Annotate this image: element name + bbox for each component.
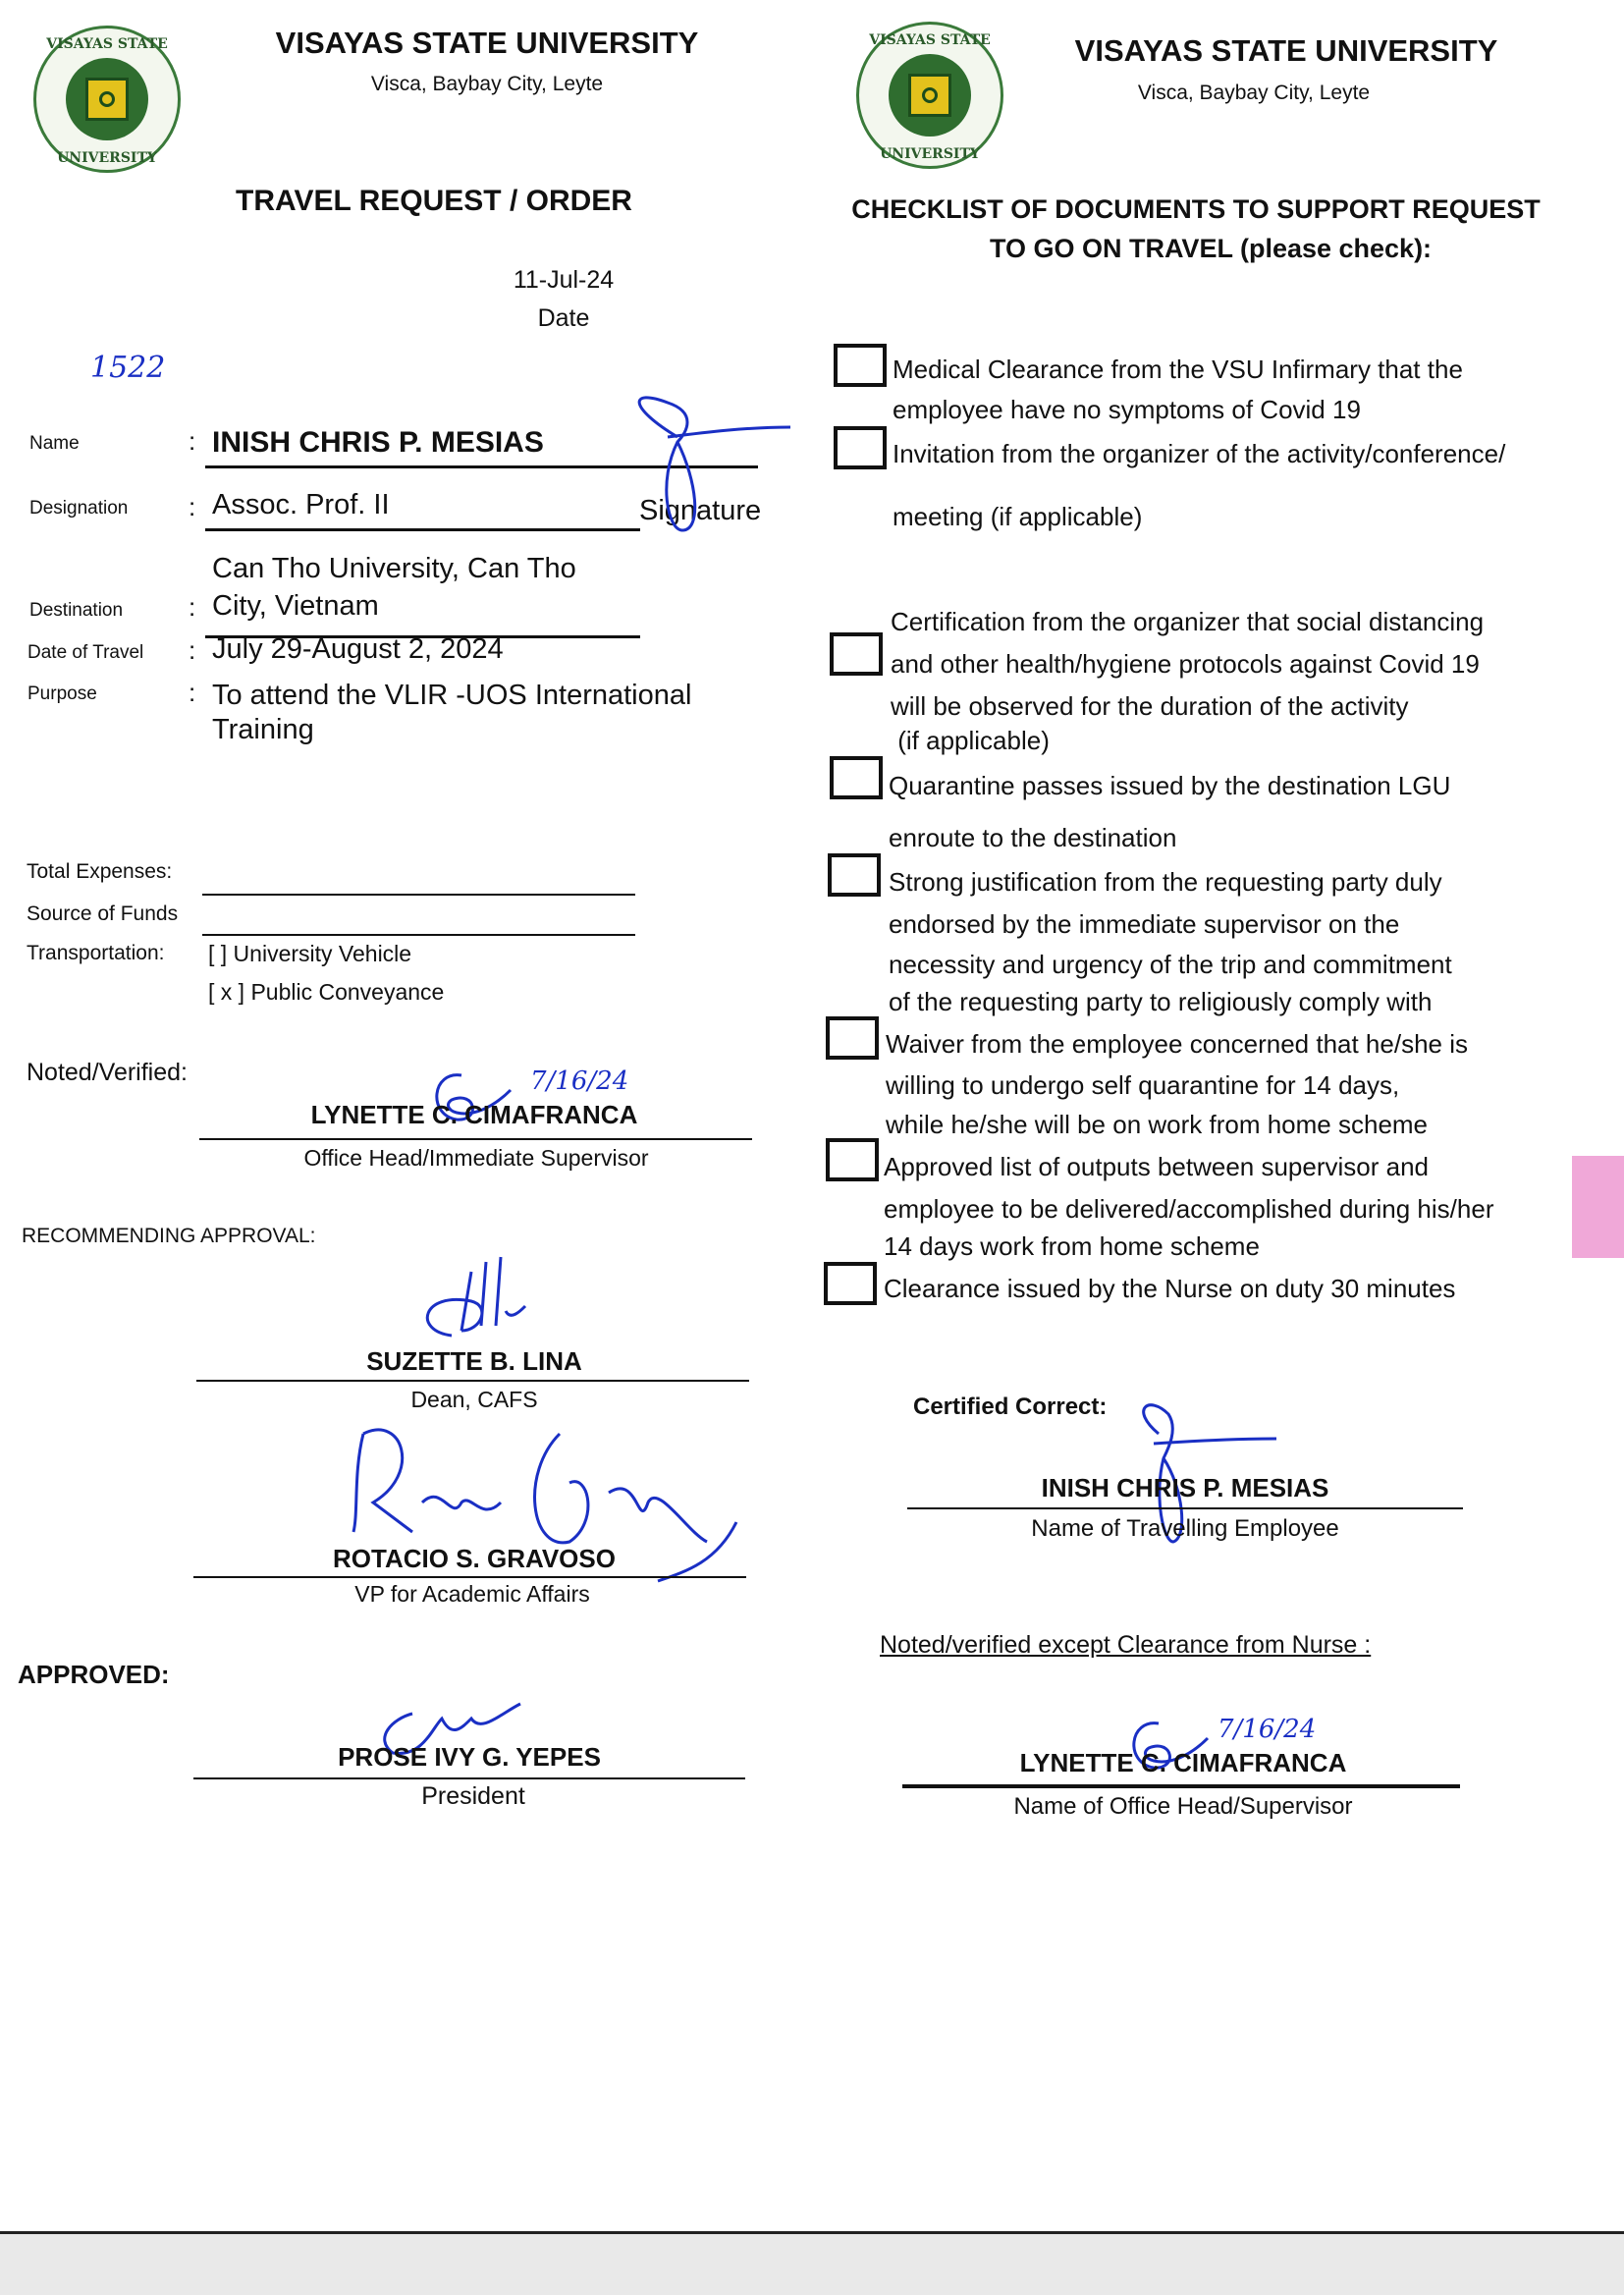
destination-label: Destination <box>29 600 124 621</box>
certified-correct-label: Certified Correct: <box>913 1393 1108 1420</box>
checklist-line: and other health/hygiene protocols against Covid 19 <box>891 649 1480 679</box>
supervisor-date-handwritten: 7/16/24 <box>1218 1715 1317 1744</box>
university-address-right: Visca, Baybay City, Leyte <box>1137 82 1371 104</box>
checklist-line: Invitation from the organizer of the activity/conference/ <box>893 439 1506 468</box>
colon: : <box>189 678 196 707</box>
checklist-line: necessity and urgency of the trip and commitment <box>889 950 1452 979</box>
supervisor-line <box>902 1784 1460 1788</box>
checklist-line: Approved list of outputs between supervisor and <box>884 1152 1430 1181</box>
designation-value: Assoc. Prof. II <box>212 489 390 520</box>
date-label: Date <box>537 304 590 332</box>
noted-line <box>199 1138 752 1140</box>
noted-date-handwritten: 7/16/24 <box>530 1066 629 1096</box>
name-label: Name <box>29 433 80 454</box>
vp-line <box>193 1576 746 1578</box>
transport-option-university-vehicle: [ ] University Vehicle <box>208 941 412 966</box>
checklist-line: employee to be delivered/accomplished during his/her <box>884 1194 1494 1224</box>
checkbox-quarantine-passes[interactable] <box>830 756 883 799</box>
name-value: INISH CHRIS P. MESIAS <box>212 426 544 459</box>
colon: : <box>189 592 196 622</box>
purpose-line1: To attend the VLIR -UOS International <box>212 680 692 711</box>
checklist-line: Medical Clearance from the VSU Infirmary that the <box>893 355 1463 384</box>
checklist-line: will be observed for the duration of the activity <box>891 691 1409 721</box>
total-expenses-label: Total Expenses: <box>27 860 173 883</box>
dean-title: Dean, CAFS <box>410 1387 538 1412</box>
president-name: PROSE IVY G. YEPES <box>338 1742 601 1772</box>
source-of-funds-line <box>202 934 635 936</box>
checklist-line: (if applicable) <box>891 726 1050 755</box>
colon: : <box>189 635 196 665</box>
checklist-line: employee have no symptoms of Covid 19 <box>893 395 1361 424</box>
date-of-travel-label: Date of Travel <box>27 642 144 663</box>
checklist-line: Strong justification from the requesting party duly <box>889 867 1442 897</box>
checkbox-waiver[interactable] <box>826 1016 879 1060</box>
noted-except-label: Noted/verified except Clearance from Nurse : <box>880 1631 1372 1659</box>
signature-label: Signature <box>639 495 762 526</box>
checklist-line: meeting (if applicable) <box>893 502 1143 531</box>
dean-signature <box>412 1252 540 1345</box>
checklist-title-line1: CHECKLIST OF DOCUMENTS TO SUPPORT REQUEST <box>851 194 1541 224</box>
checkbox-medical-clearance[interactable] <box>834 344 887 387</box>
applicant-signature <box>609 393 795 540</box>
date-of-travel-value: July 29-August 2, 2024 <box>212 633 504 665</box>
checklist-line: enroute to the destination <box>889 823 1177 852</box>
checklist-line: of the requesting party to religiously comply with <box>889 987 1433 1016</box>
checklist-line: willing to undergo self quarantine for 14 days, <box>886 1070 1400 1100</box>
university-name-left: VISAYAS STATE UNIVERSITY <box>275 26 699 60</box>
checkbox-certification[interactable] <box>830 632 883 676</box>
noted-title: Office Head/Immediate Supervisor <box>303 1145 649 1171</box>
transport-option-public-conveyance: [ x ] Public Conveyance <box>208 979 445 1005</box>
checkbox-nurse-clearance[interactable] <box>824 1262 877 1305</box>
vp-name: ROTACIO S. GRAVOSO <box>333 1544 616 1573</box>
purpose-label: Purpose <box>27 683 97 704</box>
supervisor-name: LYNETTE C. CIMAFRANCA <box>1019 1748 1347 1777</box>
dean-line <box>196 1380 749 1382</box>
total-expenses-line <box>202 894 635 896</box>
destination-line1: Can Tho University, Can Tho <box>212 553 576 584</box>
certified-title: Name of Travelling Employee <box>1031 1515 1339 1542</box>
designation-underline <box>205 528 640 531</box>
checklist-line: Waiver from the employee concerned that he/she is <box>886 1029 1468 1059</box>
date-value: 11-Jul-24 <box>513 266 615 294</box>
destination-line2: City, Vietnam <box>212 590 379 622</box>
noted-name: LYNETTE C. CIMAFRANCA <box>310 1100 638 1129</box>
pink-sticky-tab <box>1572 1156 1624 1258</box>
transportation-label: Transportation: <box>27 942 165 964</box>
approved-label: APPROVED: <box>18 1660 170 1689</box>
checklist-line: Clearance issued by the Nurse on duty 30 minutes <box>884 1274 1456 1303</box>
noted-verified-label: Noted/Verified: <box>27 1059 188 1086</box>
certified-line <box>907 1507 1463 1509</box>
recommending-approval-label: RECOMMENDING APPROVAL: <box>22 1225 316 1247</box>
colon: : <box>189 492 196 521</box>
university-seal-right: VISAYAS STATE UNIVERSITY <box>856 22 1003 169</box>
checklist-line: endorsed by the immediate supervisor on the <box>889 909 1400 939</box>
checklist-line: 14 days work from home scheme <box>884 1231 1260 1261</box>
dean-name: SUZETTE B. LINA <box>366 1346 582 1376</box>
checkbox-strong-justification[interactable] <box>828 853 881 897</box>
certified-name: INISH CHRIS P. MESIAS <box>1041 1473 1329 1503</box>
checklist-title-line2: TO GO ON TRAVEL (please check): <box>989 234 1433 263</box>
university-seal-left: VISAYAS STATE UNIVERSITY <box>33 26 181 173</box>
president-line <box>193 1777 745 1779</box>
university-address-left: Visca, Baybay City, Leyte <box>370 73 604 95</box>
purpose-line2: Training <box>212 714 314 745</box>
checkbox-approved-outputs[interactable] <box>826 1138 879 1181</box>
colon: : <box>189 426 196 456</box>
designation-label: Designation <box>29 498 129 519</box>
checklist-line: Quarantine passes issued by the destination LGU <box>889 771 1451 800</box>
source-of-funds-label: Source of Funds <box>27 902 179 925</box>
president-title: President <box>421 1782 525 1810</box>
supervisor-title: Name of Office Head/Supervisor <box>1013 1793 1353 1820</box>
scan-background <box>0 2234 1624 2295</box>
checkbox-invitation[interactable] <box>834 426 887 469</box>
vp-title: VP for Academic Affairs <box>354 1581 590 1607</box>
checklist-line: while he/she will be on work from home scheme <box>886 1110 1429 1139</box>
handwritten-number: 1522 <box>90 351 166 385</box>
university-name-right: VISAYAS STATE UNIVERSITY <box>1074 33 1498 68</box>
checklist-line: Certification from the organizer that social distancing <box>891 607 1485 636</box>
form-title: TRAVEL REQUEST / ORDER <box>236 185 632 217</box>
